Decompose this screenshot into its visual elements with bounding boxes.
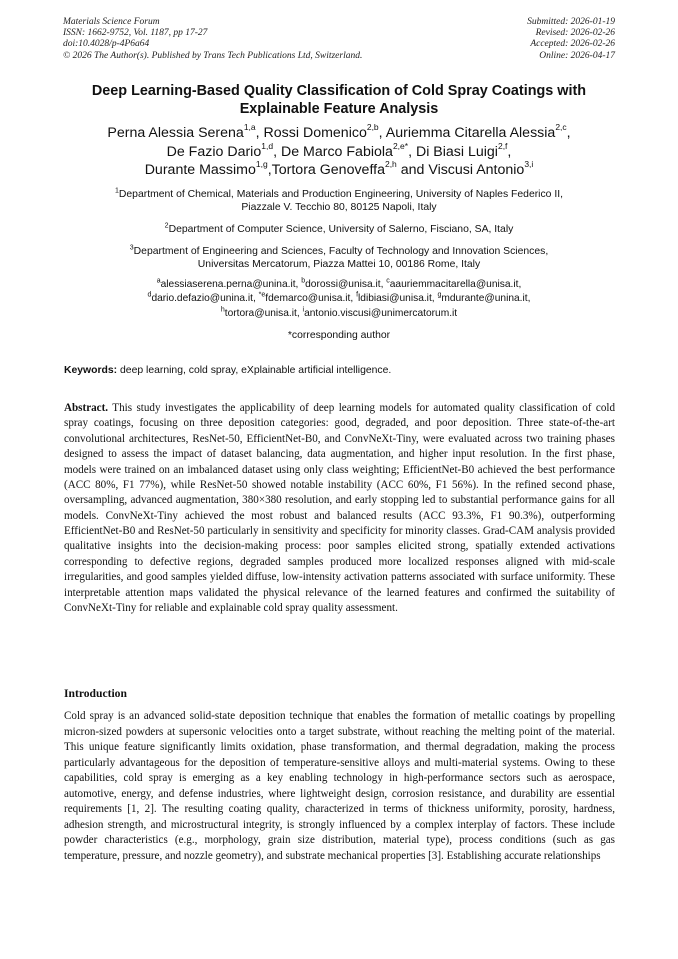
email-marker: d: [147, 292, 152, 300]
author-affil-marker: 2,e*: [392, 140, 409, 151]
introduction-text: Cold spray is an advanced solid-state deposition technique that enables the formation of metallic coatings by propelling micron-sized powders at supersonic velocities onto a target substrate, without reaching the melting point of the material. This unique feature significantly limits oxidation, phase transformation, and thermal degradation, making the process particularly advantageous for the deposition of temperature-sensitive alloys and multi-material systems. Owing to these capabilities, cold spray is emerging as a key enabling technology in high-performance sectors such as aerospace, automotive, energy, and defense industries, where lightweight design, corrosion resistance, and durability are essential requirements [1, 2]. The resulting coating quality, characterized in terms of thickness uniformity, porosity, hardness, adhesion strength, and microstructural integrity, is strongly influenced by a complex interplay of factors. These include powder characteristics (e.g., morphology, grain size distribution, material type), process conditions (such as gas temperature, pressure, and nozzle geometry), and substrate mechanical properties [3]. Establishing accurate relationships: [64, 710, 615, 862]
email-address: alessiaserena.perna@unina.it: [160, 279, 296, 290]
author-affil-marker: 3,i: [524, 159, 534, 170]
author-name: Durante Massimo: [144, 162, 256, 178]
affiliation-line: Department of Engineering and Sciences, Faculty of Technology and Innovation Sciences,: [133, 246, 549, 257]
affiliation-line: Piazzale V. Tecchio 80, 80125 Napoli, Italy: [241, 202, 437, 214]
email-marker: g: [437, 292, 442, 300]
email-separator: ,: [431, 293, 438, 305]
author-separator: ,: [566, 125, 571, 141]
author-separator: and: [396, 162, 429, 178]
keywords-label: Keywords:: [64, 365, 118, 376]
accepted-date: Accepted: 2026-02-26: [530, 39, 615, 50]
email-marker: e: [261, 292, 266, 300]
submitted-date: Submitted: 2026-01-19: [527, 17, 615, 27]
abstract: [64, 401, 615, 616]
introduction-heading: Introduction: [64, 687, 127, 700]
email-separator: ,: [518, 279, 522, 290]
author-name: Tortora Genoveffa: [271, 162, 385, 178]
affiliation-number: 3: [129, 244, 134, 252]
author-separator: ,: [267, 162, 272, 178]
author-separator: ,: [378, 125, 386, 141]
revised-date: Revised: 2026-02-26: [535, 28, 615, 39]
author-name: De Fazio Dario: [166, 143, 262, 160]
author-separator: ,: [273, 143, 281, 160]
author-affil-marker: 2,h: [384, 159, 397, 170]
header-left: [63, 17, 362, 62]
author-separator: ,: [408, 143, 416, 160]
affiliation-number: 2: [164, 222, 169, 230]
paper-title: [40, 82, 638, 118]
author-affil-marker: 2,f: [497, 140, 508, 151]
journal-name: Materials Science Forum: [63, 17, 160, 27]
title-line-2: Explainable Feature Analysis: [239, 101, 439, 117]
author-name: Auriemma Citarella Alessia: [385, 125, 556, 141]
email-address: fdemarco@unisa.it: [265, 293, 351, 305]
author-list: [30, 124, 648, 180]
abstract-label: Abstract.: [64, 402, 109, 414]
author-name: Rossi Domenico: [263, 125, 367, 141]
email-marker: c: [386, 277, 390, 285]
email-marker: h: [220, 306, 225, 314]
keywords: [64, 365, 624, 376]
online-date: Online: 2026-04-17: [539, 50, 615, 61]
affiliation-1: [40, 188, 638, 214]
email-separator: ,: [380, 279, 387, 290]
affiliation-line: Department of Chemical, Materials and Production Engineering, University of Naples Federico II,: [118, 189, 564, 200]
author-name: De Marco Fabiola: [280, 143, 393, 160]
author-name: Di Biasi Luigi: [415, 143, 498, 160]
affiliation-line: Universitas Mercatorum, Piazza Mattei 10, 00186 Rome, Italy: [197, 259, 481, 271]
email-separator: ,: [252, 293, 259, 305]
author-affil-marker: 2,c: [555, 122, 567, 133]
author-affil-marker: 1,g: [255, 159, 268, 170]
affiliation-line: Department of Computer Science, University of Salerno, Fisciano, SA, Italy: [168, 224, 514, 235]
email-address: mdurante@unina.it: [441, 293, 528, 305]
keywords-text: deep learning, cold spray, eXplainable artificial intelligence.: [117, 365, 392, 376]
email-separator: ,: [295, 279, 302, 290]
author-separator: ,: [507, 143, 512, 160]
email-address: dorossi@unisa.it: [305, 279, 381, 290]
author-emails: [40, 278, 638, 321]
title-line-1: Deep Learning-Based Quality Classification of Cold Spray Coatings with: [91, 83, 587, 99]
email-marker: a: [156, 277, 161, 285]
header-right: [527, 17, 615, 62]
email-separator: ,: [350, 293, 357, 305]
email-separator: ,: [296, 307, 303, 319]
author-affil-marker: 1,d: [261, 140, 274, 151]
email-marker: i: [302, 306, 305, 314]
doi-line: doi:10.4028/p-4P6a64: [63, 39, 150, 50]
email-address: aauriemmacitarella@unisa.it: [389, 279, 519, 290]
email-separator: ,: [527, 293, 531, 305]
issn-line: ISSN: 1662-9752, Vol. 1187, pp 17-27: [63, 28, 208, 39]
copyright-line: © 2026 The Author(s). Published by Trans Tech Publications Ltd, Switzerland.: [63, 50, 363, 61]
email-address: antonio.viscusi@unimercatorum.it: [304, 307, 458, 319]
email-address: ldibiasi@unisa.it: [358, 293, 432, 305]
email-marker: b: [301, 277, 306, 285]
email-marker: f: [356, 292, 359, 300]
author-separator: ,: [255, 125, 264, 141]
author-name: Perna Alessia Serena: [107, 125, 244, 141]
affiliation-number: 1: [114, 187, 119, 195]
abstract-text: This study investigates the applicability of deep learning models for automated quality classification of cold spray coatings, focusing on three deposition categories: good, degraded, and poor deposition. Three state-of-the-art convolutional architectures, ResNet-50, EfficientNet-B0, and ConvNeXt-Tiny, were evaluated across two training phases designed to assess the impact of dataset balancing, data augmentation, and higher input resolution. In the first phase, models were trained on an imbalanced dataset using only class weighting; EfficientNet-B0 achieved the best performance (ACC 80%, F1 77%), while ResNet-50 showed notable instability (ACC 60%, F1 56%). In the refined second phase, oversampling, advanced augmentation, 380×380 resolution, and early stopping led to substantial performance gains for all models. ConvNeXt-Tiny achieved the most robust and balanced results (ACC 93.3%, F1 90.3%), outperforming EfficientNet-B0 and ResNet-50 particularly in sensitivity and specificity for minority classes. Grad-CAM analysis provided qualitative insights into the decision-making process: poor samples elicited strong, spatially extended activations corresponding to defective regions, degraded samples produced more localized responses aligned with mid-scale irregularities, and good samples yielded diffuse, low-intensity activation patterns associated with surface uniformity. These interpretable attention maps validated the physical relevance of the learned features and confirmed the suitability of ConvNeXt-Tiny for reliable and explainable cold spray quality assessment.: [64, 402, 615, 614]
email-address: tortora@unisa.it: [224, 307, 297, 319]
author-affil-marker: 1,a: [243, 122, 256, 133]
email-address: dario.defazio@unina.it: [151, 293, 253, 305]
author-affil-marker: 2,b: [366, 122, 379, 133]
corresponding-author-note: *corresponding author: [287, 330, 391, 341]
email-corresponding-marker: *: [258, 292, 262, 300]
affiliation-3: [40, 245, 638, 271]
affiliation-2: [40, 223, 638, 236]
author-name: Viscusi Antonio: [428, 162, 525, 178]
